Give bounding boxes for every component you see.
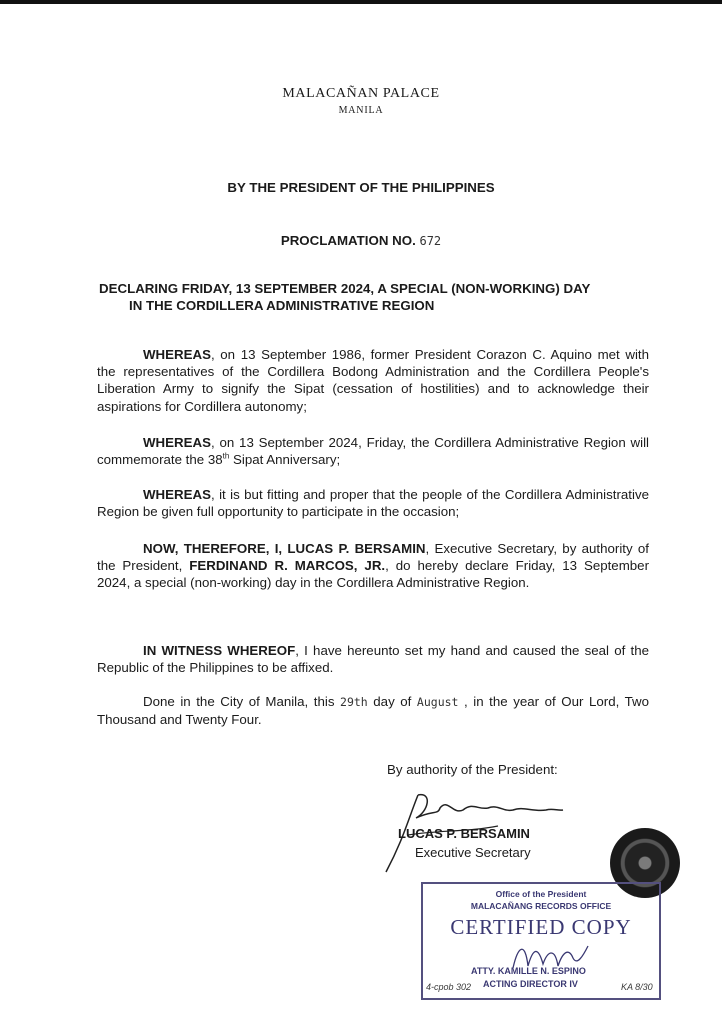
paragraph-text: , in the year of Our Lord, Two Thousand and Twenty Four. xyxy=(97,694,649,728)
typed-month: August xyxy=(416,695,459,709)
whereas-paragraph-2 xyxy=(97,434,649,468)
paragraph-text: , it is but fitting and proper that the people of the Cordillera Administrative Region be given full opportunity to participate in the occasion; xyxy=(97,487,649,520)
issuer-heading: BY THE PRESIDENT OF THE PHILIPPINES xyxy=(227,180,495,195)
paragraph-text: Sipat Anniversary; xyxy=(229,452,341,468)
stamp-director-title: ACTING DIRECTOR IV xyxy=(483,979,578,989)
proclamation-number: 672 xyxy=(419,234,442,248)
handwritten-control-number: 4-cpob 302 xyxy=(426,982,472,992)
proclamation-title xyxy=(99,281,659,314)
paragraph-text: day of xyxy=(367,694,417,709)
paragraph-text: Done in the City of Manila, this xyxy=(143,694,341,709)
signatory-name: LUCAS P. BERSAMIN xyxy=(398,826,530,841)
stamp-certified-copy: CERTIFIED COPY xyxy=(450,915,632,939)
lead-word: WHEREAS xyxy=(143,435,211,450)
witness-paragraph xyxy=(97,642,649,676)
whereas-paragraph-1 xyxy=(97,346,649,415)
paragraph-text: , on 13 September 2024, Friday, the Cordillera Administrative Region will commemorate the 38 xyxy=(97,435,649,468)
proclamation-label: PROCLAMATION NO. xyxy=(280,233,416,248)
ordinal-suffix: th xyxy=(222,451,230,461)
whereas-paragraph-3 xyxy=(97,486,649,520)
title-line-2: IN THE CORDILLERA ADMINISTRATIVE REGION xyxy=(129,297,435,313)
title-line-1: DECLARING FRIDAY, 13 SEPTEMBER 2024, A SPECIAL (NON-WORKING) DAY xyxy=(99,281,591,296)
certified-copy-stamp xyxy=(421,882,661,1000)
president-name: FERDINAND R. MARCOS, JR. xyxy=(189,558,386,574)
stamp-records-office: MALACAÑANG RECORDS OFFICE xyxy=(470,901,612,911)
city-name: MANILA xyxy=(338,105,384,116)
stamp-attorney-name: ATTY. KAMILLE N. ESPINO xyxy=(471,966,586,976)
paragraph-text: , do hereby declare Friday, 13 September 2024, a special (non-working) day in the Cordillera Administrative Region. xyxy=(97,558,649,591)
lead-word: NOW, THEREFORE, I, LUCAS P. BERSAMIN xyxy=(143,541,426,556)
typed-day: 29th xyxy=(340,695,368,709)
scan-top-border xyxy=(0,0,722,4)
lead-word: WHEREAS xyxy=(143,487,211,502)
done-paragraph xyxy=(97,693,649,728)
lead-word: WHEREAS xyxy=(143,347,211,362)
paragraph-text: , on 13 September 1986, former President Corazon C. Aquino met with the representatives of the Cordillera Bodong Administration and the Cordillera People's Liberation Army to signify the Sipat (cessation of hostilities) and to acknowledge their aspirations for Cordillera autonomy; xyxy=(97,347,649,414)
stamp-office: Office of the President xyxy=(495,889,587,899)
lead-word: IN WITNESS WHEREOF xyxy=(143,643,296,658)
handwritten-initials-date: KA 8/30 xyxy=(621,982,653,992)
by-authority-line: By authority of the President: xyxy=(387,762,558,777)
paragraph-text: , Executive Secretary, by authority of the President, xyxy=(97,541,649,574)
proclamation-heading xyxy=(0,233,722,248)
palace-name: MALACAÑAN PALACE xyxy=(282,86,440,101)
signatory-title: Executive Secretary xyxy=(415,845,531,860)
paragraph-text: , I have hereunto set my hand and caused the seal of the Republic of the Philippines to be affixed. xyxy=(97,643,649,676)
now-therefore-paragraph xyxy=(97,540,649,592)
